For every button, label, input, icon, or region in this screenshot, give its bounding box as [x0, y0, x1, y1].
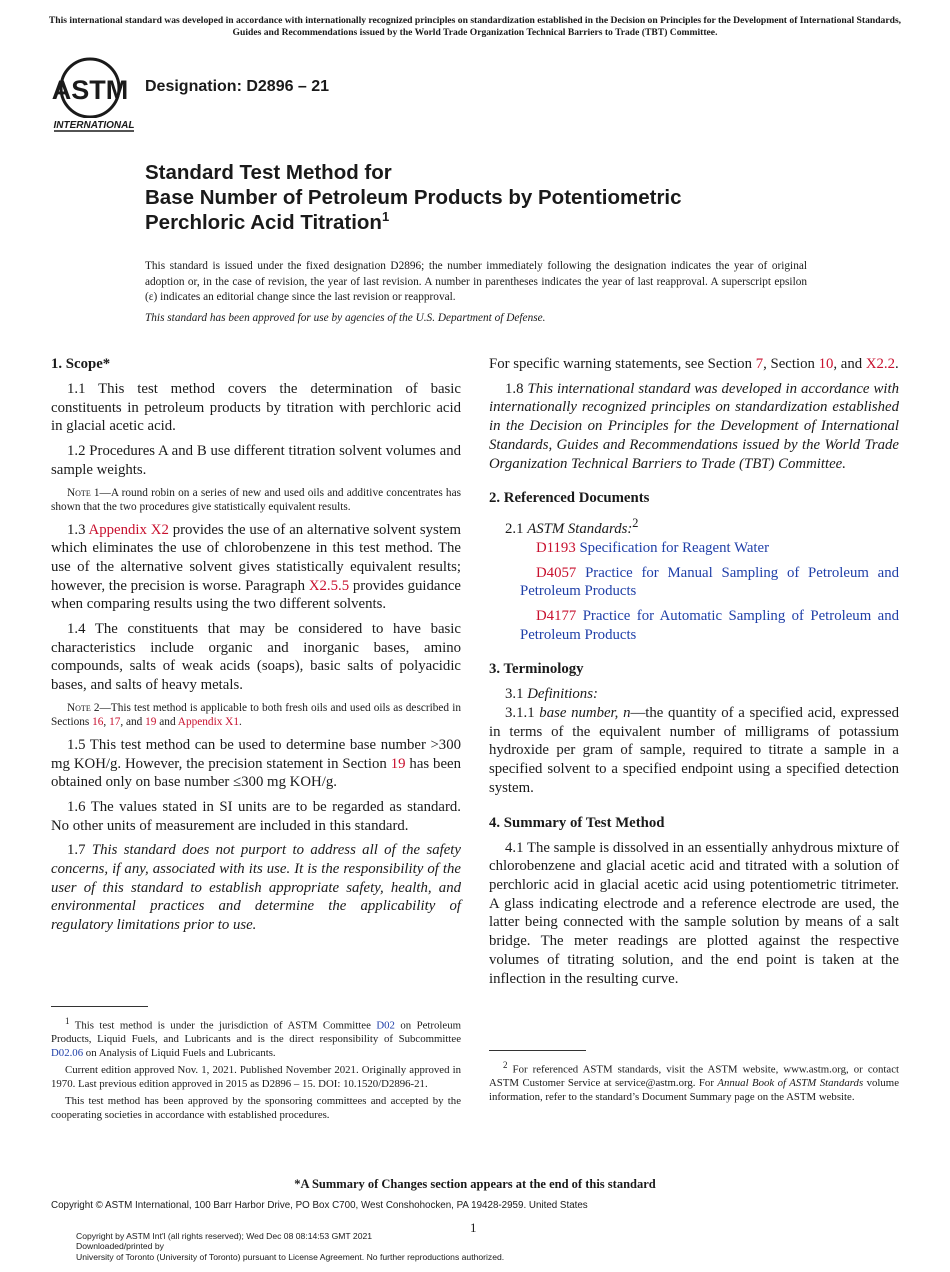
footnote-2: $^2$ For referenced ASTM standards, visit the ASTM website, www.astm.org, or contact ASTM Customer Service at service@astm.org. For Annual Book of ASTM Standards volume information, refer to the standard’s Document Summary page on the ASTM website.: [489, 1060, 899, 1103]
paragraph-1-8: 1.8 This international standard was developed in accordance with internationally recognized principles on standardization established in the Decision on Principles for the Development of International Standards, Guides and Recommendations issued by the World Trade Organization Technical Barriers to Trade (TBT) Committee.: [489, 380, 899, 472]
link-d1193-title[interactable]: Specification for Reagent Water: [579, 539, 770, 556]
license-line-1: Copyright by ASTM Int'l (all rights reserved); Wed Dec 08 08:14:53 GMT 2021: [76, 1231, 373, 1241]
reference-d1193: [489, 539, 899, 558]
license-block: [76, 1231, 504, 1262]
link-section-16[interactable]: 16: [92, 715, 104, 728]
page-number: 1: [470, 1220, 477, 1235]
footnote-1-approval: This test method has been approved by the sponsoring committees and accepted by the cooperating societies in accordance with established procedures.: [51, 1095, 461, 1121]
document-title: [145, 160, 905, 235]
footnotes-right: [489, 1050, 899, 1108]
footnotes-left: [51, 1006, 461, 1126]
footnote-divider: [51, 1006, 148, 1007]
link-d4057[interactable]: D4057: [536, 564, 577, 581]
paragraph-4-1: 4.1 The sample is dissolved in an essentially anhydrous mixture of chlorobenzene and glacial acetic acid and titrated with a solution of perchloric acid in glacial acetic acid using potentiometric titrimeter. A glass indicating electrode and a reference electrode are used, the latter being connected with the sample solution by means of a salt bridge. The meter readings are plotted against the respective volumes of titrating solution, and the end point is taken at the inflection in the resulting curve.: [489, 839, 899, 987]
footnote-1-edition: Current edition approved Nov. 1, 2021. Published November 2021. Originally approved in 1970. Last previous edition approved in 2015 as D2896 – 15. DOI: 10.1520/D2896-21.: [51, 1064, 461, 1090]
summary-of-changes-note: *A Summary of Changes section appears at the end of this standard: [294, 1177, 656, 1191]
paragraph-2-1: 2.1 ASTM Standards:$^2$: [505, 516, 639, 538]
note-1-label: Note 1: [67, 486, 100, 499]
paragraph-1-5: 1.5 This test method can be used to determine base number >300 mg KOH/g. However, the precision statement in Section 19 has been obtained only on base number ≤300 mg KOH/g.: [51, 736, 461, 791]
designation: Designation: D2896 – 21: [145, 78, 330, 95]
paragraph-1-3: 1.3 Appendix X2 provides the use of an alternative solvent system which eliminates the use of chlorobenzene in this test method. The use of the alternative solvent gives statistically equivalent results; however, the precision is worse. Paragraph X2.5.5 provides guidance when comparing results using the two different solvents.: [51, 521, 461, 613]
license-line-2: Downloaded/printed by: [76, 1241, 164, 1252]
link-committee-d02[interactable]: D02: [376, 1019, 395, 1032]
section-heading-scope: 1. Scope*: [51, 356, 111, 372]
link-x2-2[interactable]: X2.2: [865, 356, 896, 372]
link-section-19-precision[interactable]: 19: [390, 755, 406, 772]
paragraph-3-1-1: 3.1.1 base number, n—the quantity of a specified acid, expressed in terms of the equivalent number of milligrams of potassium hydroxide per gram of sample, required to titrate a sample in a specified solvent to a specified endpoint using a specified detection system.: [489, 705, 900, 796]
section-heading-referenced-documents: 2. Referenced Documents: [489, 490, 650, 507]
note-1: Note 1—A round robin on a series of new and used oils and additive concentrates has shown that the two procedures give statistically equivalent results.: [51, 486, 461, 513]
footnote-1: $^1$ This test method is under the jurisdiction of ASTM Committee D02 on Petroleum Products, Liquid Fuels, and Lubricants and is the direct responsibility of Subcommittee D02.06 on Analysis of Liquid Fuels and Lubricants.: [51, 1016, 461, 1059]
reference-d4057: [489, 564, 899, 601]
footnote-2-mark: 2: [632, 516, 639, 531]
title-line-1: Standard Test Method for: [145, 161, 392, 184]
paragraph-1-6: 1.6 The values stated in SI units are to be regarded as standard. No other units of measurement are included in this standard.: [51, 798, 461, 834]
link-x2-5-5[interactable]: X2.5.5: [308, 577, 350, 594]
title-line-2: Base Number of Petroleum Products by Potentiometric: [145, 186, 682, 209]
paragraph-1-4: 1.4 The constituents that may be considered to have basic characteristics include organic and inorganic bases, amino compounds, salts of weak acids (soaps), basic salts of polyacidic bases, and salts of heavy metals.: [51, 621, 461, 694]
tbt-statement: This international standard was developed in accordance with internationally recognized principles on standardization established in the Decision on Principles for the Development of International Standards, Guides and Recommendations issued by the World Trade Organization Technical Barriers to Trade (TBT) Committee.: [489, 380, 899, 472]
tbt-notice: This international standard was developed in accordance with internationally recognized principles on standardization established in the Decision on Principles for the Development of International Standards, Guides and Recommendations issued by the World Trade Organization Technical Barriers to Trade (TBT) Committee.: [48, 15, 902, 38]
left-column: [51, 355, 461, 941]
paragraph-1-7-continued: For specific warning statements, see Section 7, Section 10, and X2.2.: [489, 356, 899, 372]
section-heading-summary: 4. Summary of Test Method: [489, 814, 665, 831]
paragraph-1-7: 1.7 This standard does not purport to address all of the safety concerns, if any, associated with its use. It is the responsibility of the user of this standard to establish appropriate safety, health, and environmental practices and determine the applicability of regulatory limitations prior to use.: [51, 842, 461, 934]
link-section-17[interactable]: 17: [109, 715, 121, 728]
footnote-divider: [489, 1050, 586, 1051]
note-2: Note 2—This test method is applicable to both fresh oils and used oils as described in Sections 16, 17, and 19 and Appendix X1.: [51, 701, 461, 728]
note-2-label: Note 2: [67, 701, 100, 714]
link-d4177[interactable]: D4177: [536, 607, 577, 624]
paragraph-3-1: 3.1 Definitions:: [505, 686, 598, 703]
link-subcommittee-d02-06[interactable]: D02.06: [51, 1046, 84, 1059]
link-appendix-x1[interactable]: Appendix X1: [177, 715, 239, 728]
link-d1193[interactable]: D1193: [536, 539, 576, 556]
copyright-line: Copyright © ASTM International, 100 Barr Harbor Drive, PO Box C700, West Conshohocken, PA 19428-2959. United States: [51, 1200, 588, 1211]
link-d4177-title[interactable]: Practice for Automatic Sampling of Petroleum and Petroleum Products: [520, 607, 899, 643]
license-line-3: University of Toronto (University of Toronto) pursuant to License Agreement. No further reproductions authorized.: [76, 1251, 505, 1262]
right-column: [489, 355, 899, 994]
link-section-19[interactable]: 19: [145, 715, 157, 728]
paragraph-1-2: 1.2 Procedures A and B use different titration solvent volumes and sample weights.: [51, 443, 461, 478]
title-line-3: Perchloric Acid Titration: [145, 211, 382, 234]
term-base-number: base number, n: [539, 705, 631, 722]
link-section-7[interactable]: 7: [755, 356, 764, 372]
title-footnote-mark: 1: [381, 209, 390, 225]
link-d4057-title[interactable]: Practice for Manual Sampling of Petroleum and Petroleum Products: [520, 564, 899, 600]
issue-note: This standard is issued under the fixed designation D2896; the number immediately following the designation indicates the year of original adoption or, in the case of revision, the year of last revision. A number in parentheses indicates the year of last reapproval. A superscript epsilon (ε) indicates an editorial change since the last revision or reapproval.: [145, 260, 807, 303]
link-section-10[interactable]: 10: [818, 356, 834, 372]
logo-wordmark: INTERNATIONAL: [53, 120, 135, 131]
safety-caveat: This standard does not purport to address all of the safety concerns, if any, associated with its use. It is the responsibility of the user of this standard to establish appropriate safety, health, and environmental practices and determine the applicability of regulatory limitations prior to use.: [51, 842, 461, 934]
reference-d4177: [489, 607, 899, 644]
link-appendix-x2[interactable]: Appendix X2: [88, 521, 169, 538]
section-heading-terminology: 3. Terminology: [489, 661, 584, 678]
logo-letters: ASTM: [52, 75, 129, 105]
astm-logo: [52, 56, 136, 134]
dod-approval-note: This standard has been approved for use by agencies of the U.S. Department of Defense.: [145, 312, 546, 324]
paragraph-1-1: 1.1 This test method covers the determination of basic constituents in petroleum products by titration with perchloric acid in glacial acetic acid.: [51, 381, 461, 435]
